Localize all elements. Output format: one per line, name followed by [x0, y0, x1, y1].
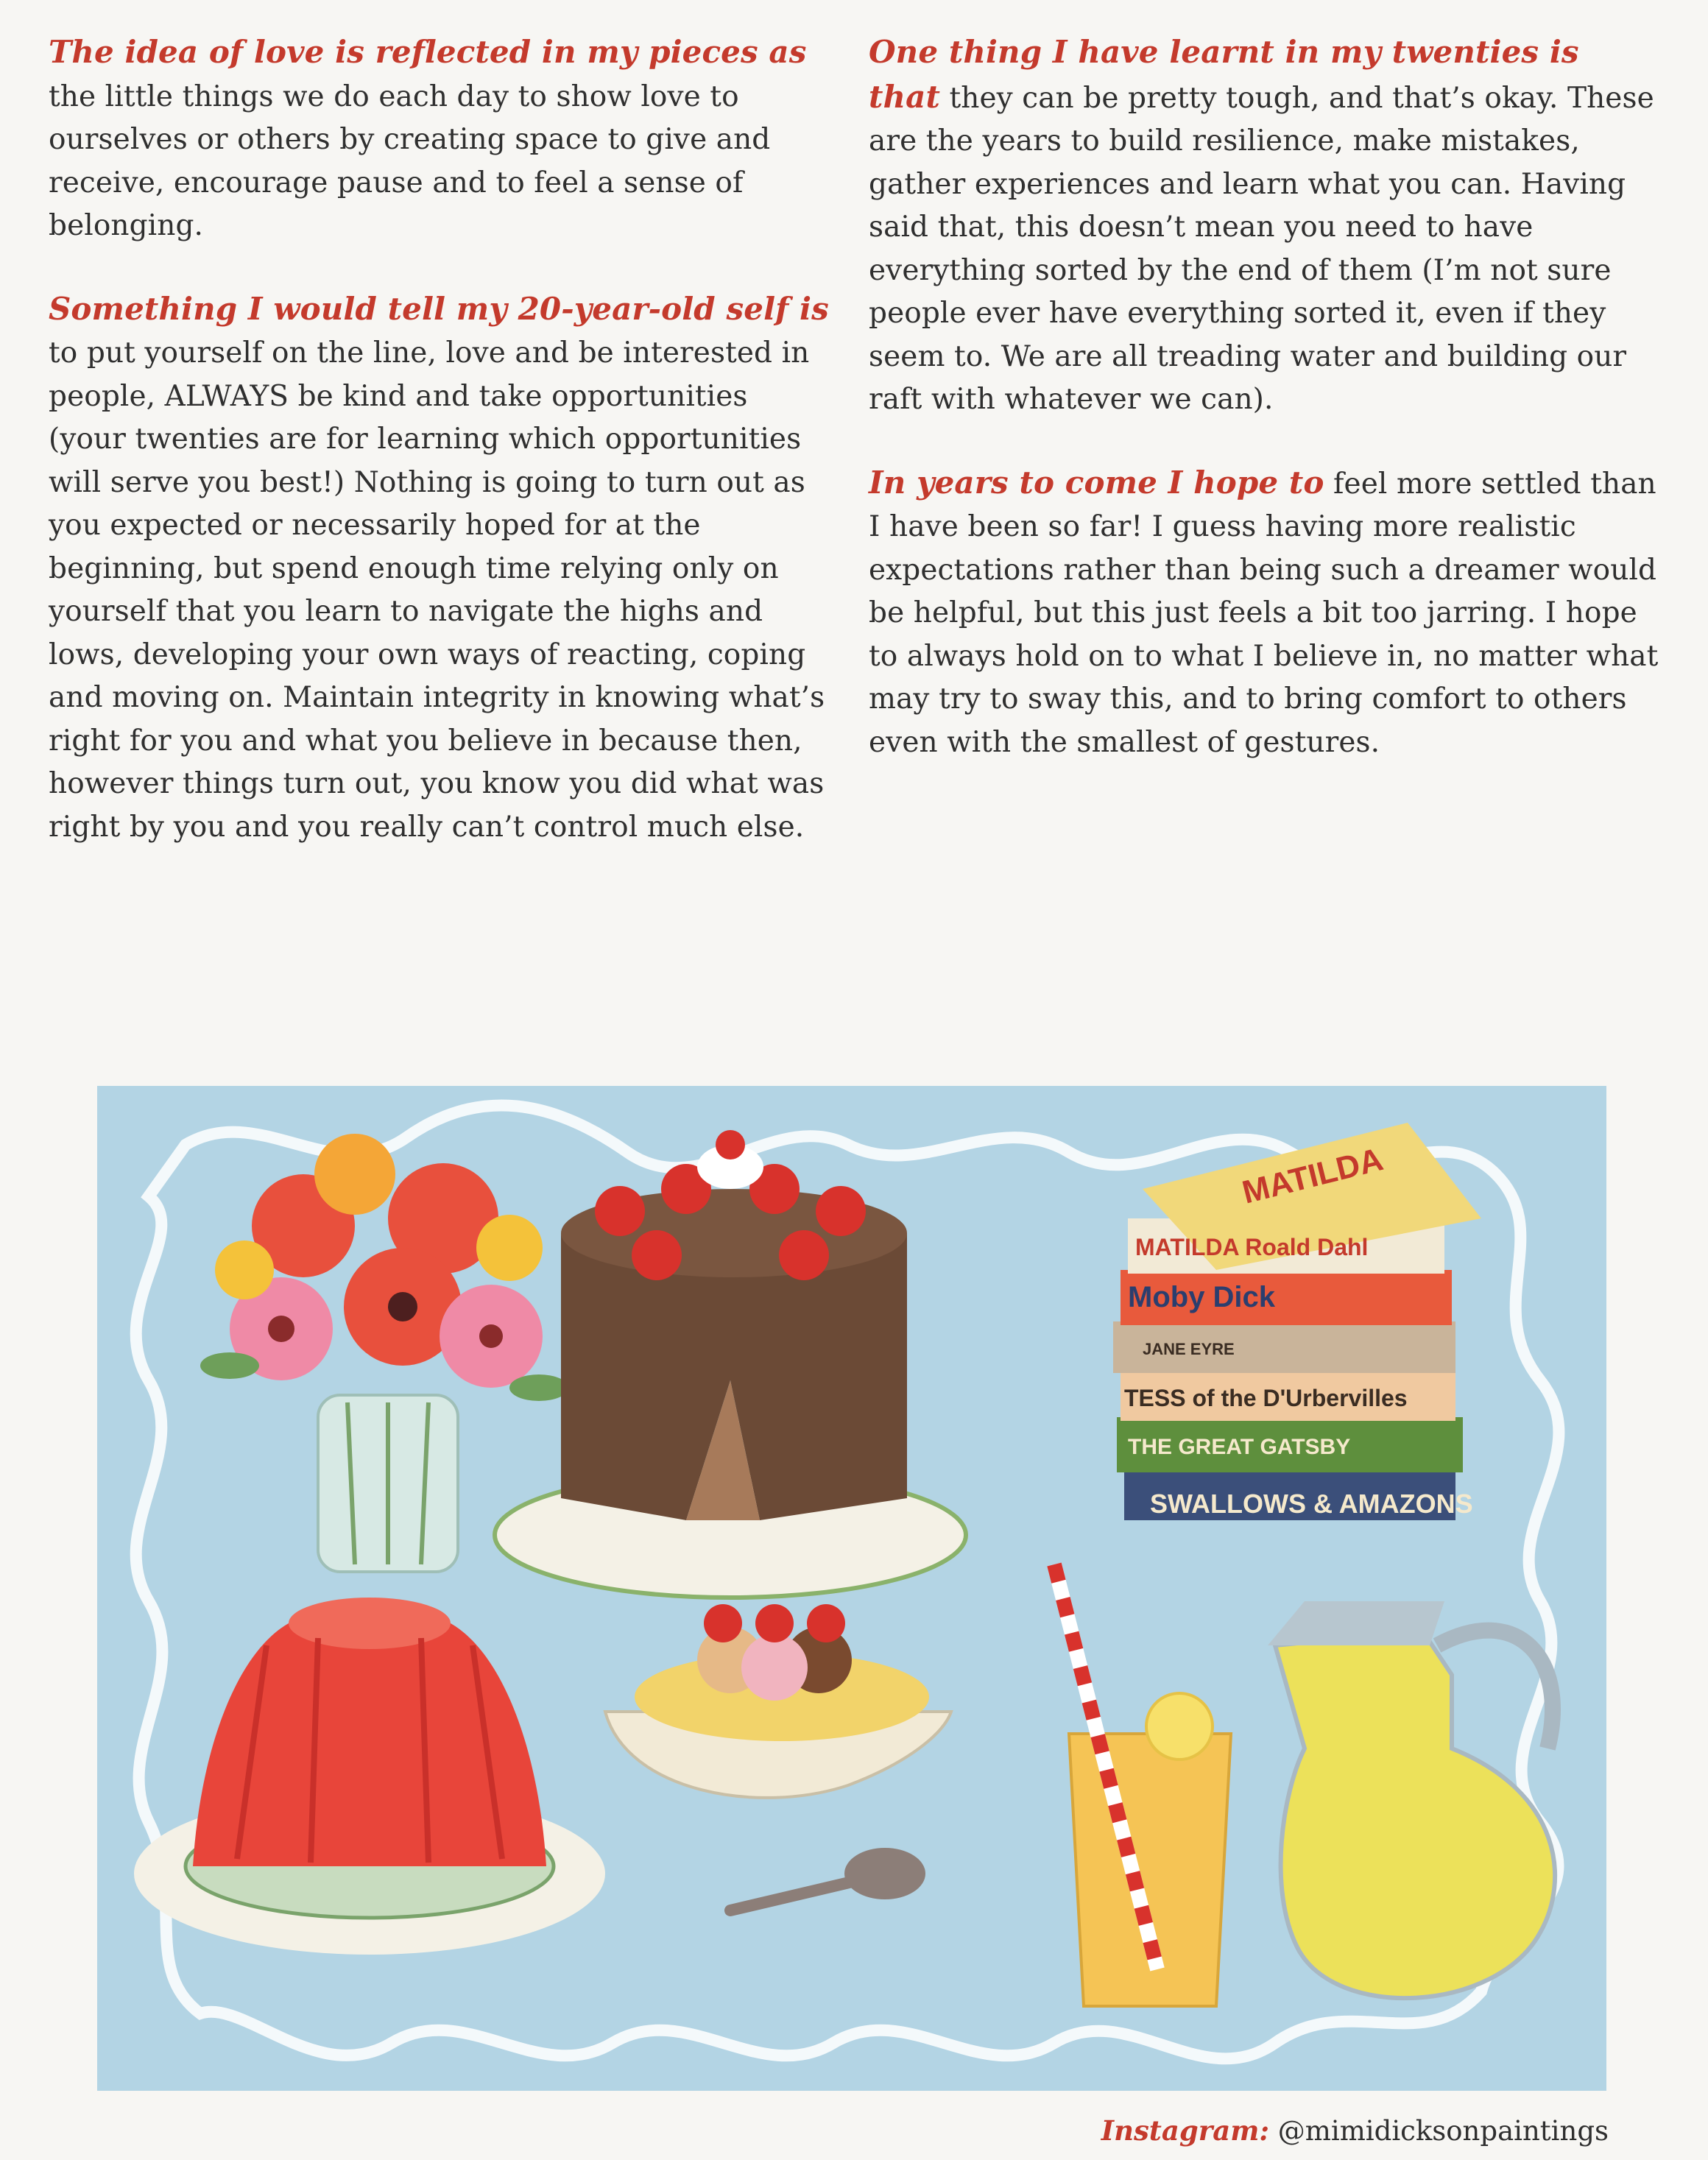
paragraph-body: the little things we do each day to show love to ourselves or others by creating space to give and receive, encourage pause and to feel a sense of belonging.: [49, 80, 771, 242]
paragraph-learnt-in-twenties: [869, 31, 1660, 422]
paragraph-love-pieces: [49, 31, 829, 248]
instagram-credit: [1101, 2114, 1609, 2147]
lead-heading: One thing I have learnt in my twenties is that: [869, 34, 1579, 115]
book-title-matilda-spine: MATILDA Roald Dahl: [1135, 1234, 1369, 1260]
book-title-moby-dick: Moby Dick: [1128, 1281, 1276, 1313]
paragraph-body: feel more settled than I have been so far! I guess having more realistic expectations rather than being such a dreamer would be helpful, but this just feels a bit too jarring. I hope to always hold on to what I believe in, no matter what may try to sway this, and to bring comfort to others even with the smallest of gestures.: [869, 467, 1659, 759]
illustration-svg: [97, 1086, 1606, 2091]
book-title-tess: TESS of the D'Urbervilles: [1124, 1385, 1408, 1411]
lead-heading: Something I would tell my 20-year-old self is: [49, 290, 829, 327]
instagram-label: Instagram:: [1101, 2114, 1270, 2147]
paragraph-body: they can be pretty tough, and that’s okay. These are the years to build resilience, make mistakes, gather experiences and learn what you can. Having said that, this doesn’t mean you need to have everything sorted by the end of them (I’m not sure people ever have everything sorted it, even if they seem to. We are all treading water and building our raft with whatever we can).: [869, 81, 1654, 416]
left-column: [49, 31, 829, 889]
instagram-handle[interactable]: @mimidicksonpaintings: [1269, 2115, 1609, 2147]
watercolor-illustration: [97, 1086, 1606, 2091]
book-title-matilda-cover: MATILDA: [1238, 1141, 1387, 1211]
book-title-jane-eyre: JANE EYRE: [1143, 1340, 1235, 1358]
paragraph-body: to put yourself on the line, love and be interested in people, ALWAYS be kind and take opportunities (your twenties are for learning which opportunities will serve you best!) Nothing is going to turn out as you expected or necessarily hoped for at the beginning, but spend enough time relying only on yourself that you learn to navigate the highs and lows, developing your own ways of reacting, coping and moving on. Maintain integrity in knowing what’s right for you and what you believe in because then, however things turn out, you know you did what was right by you and you really can’t control much else.: [49, 336, 825, 844]
paragraph-years-to-come: [869, 462, 1660, 765]
book-title-swallows: SWALLOWS & AMAZONS: [1150, 1489, 1473, 1519]
lead-heading: In years to come I hope to: [869, 464, 1324, 501]
book-title-gatsby: THE GREAT GATSBY: [1128, 1435, 1351, 1459]
lead-heading: The idea of love is reflected in my pieces as: [49, 34, 807, 70]
right-column: [869, 31, 1660, 804]
paragraph-20-year-old-self: [49, 288, 829, 850]
